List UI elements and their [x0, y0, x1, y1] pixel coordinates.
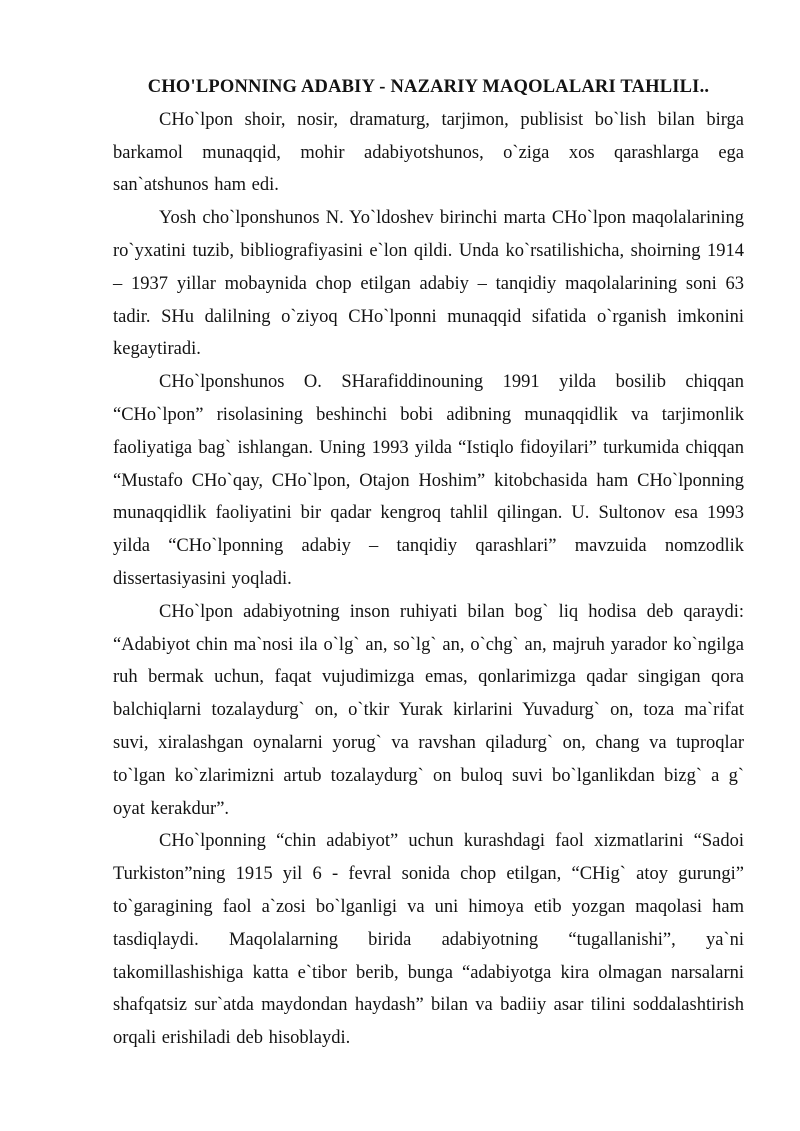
paragraph-intro: CHo`lpon shoir, nosir, dramaturg, tarjimon, publisist bo`lish bilan birga barkamol munaqqid, mohir adabiyotshunos, o`ziga xos qarashlarga ega san`atshunos ham edi. [113, 109, 744, 196]
paragraph-sadoi-turkiston: CHo`lponning “chin adabiyot” uchun kurashdagi faol xizmatlarini “Sadoi Turkiston”ning 1915 yil 6 - fevral sonida chop etilgan, “CHig` atoy gurungi” to`garagining faol a`zosi bo`lganligi va uni himoya etib yozgan maqolasi ham tasdiqlaydi. Maqolalarning birida adabiyotning “tugallanishi”, ya`ni takomillashishiga katta e`tibor berib, bunga “adabiyotga kira olmagan narsalarni shafqatsiz sur`atda maydondan haydash” bilan va badiiy asar tilini soddalashtirish orqali erishiladi deb hisoblaydi. [113, 831, 744, 1049]
paragraph-adabiyot-quote: CHo`lpon adabiyotning inson ruhiyati bilan bog` liq hodisa deb qaraydi: “Adabiyot chin ma`nosi ila o`lg` an, so`lg` an, o`chg` an, majruh yarador ko`ngilga ruh bermak uchun, faqat vujudimizga emas, qonlarimizga qadar singigan qora balchiqlarni tozalaydurg` on, o`tkir Yurak kirlarini Yuvadurg` on, toza ma`rifat suvi, xiralashgan oynalarni yorug` va ravshan qiladurg` on, chang va tuproqlar to`lgan ko`zlarimizni artub tozalaydurg` on buloq suvi bo`lganlikdan bizg` a g` oyat kerakdur”. [113, 601, 744, 819]
document-title: CHO'LPONNING ADABIY - NAZARIY MAQOLALARI TAHLILI.. [147, 77, 710, 97]
paragraph-sharafiddinov-sultonov: CHo`lponshunos O. SHarafiddinouning 1991 yilda bosilib chiqqan “CHo`lpon” risolasining beshinchi bobi adibning munaqqidlik va tarjimonlik faoliyatiga bag` ishlangan. Uning 1993 yilda “Istiqlo fidoyilari” turkumida chiqqan “Mustafo CHo`qay, CHo`lpon, Otajon Hoshim” kitobchasida ham CHo`lponning munaqqidlik faoliyatini bir qadar kengroq tahlil qilingan. U. Sultonov esa 1993 yilda “CHo`lponning adabiy – tanqidiy qarashlari” mavzuida nomzodlik dissertasiyasini yoqladi. [113, 372, 744, 589]
paragraph-yoldoshev-bibliography: Yosh cho`lponshunos N. Yo`ldoshev birinchi marta CHo`lpon maqolalarining ro`yxatini tuzib, bibliografiyasini e`lon qildi. Unda ko`rsatilishicha, shoirning 1914 – 1937 yillar mobaynida chop etilgan adabiy – tanqidiy maqolalarining soni 63 tadir. SHu dalilning o`ziyoq CHo`lponni munaqqid sifatida o`rganish imkonini kegaytiradi. [113, 208, 744, 360]
